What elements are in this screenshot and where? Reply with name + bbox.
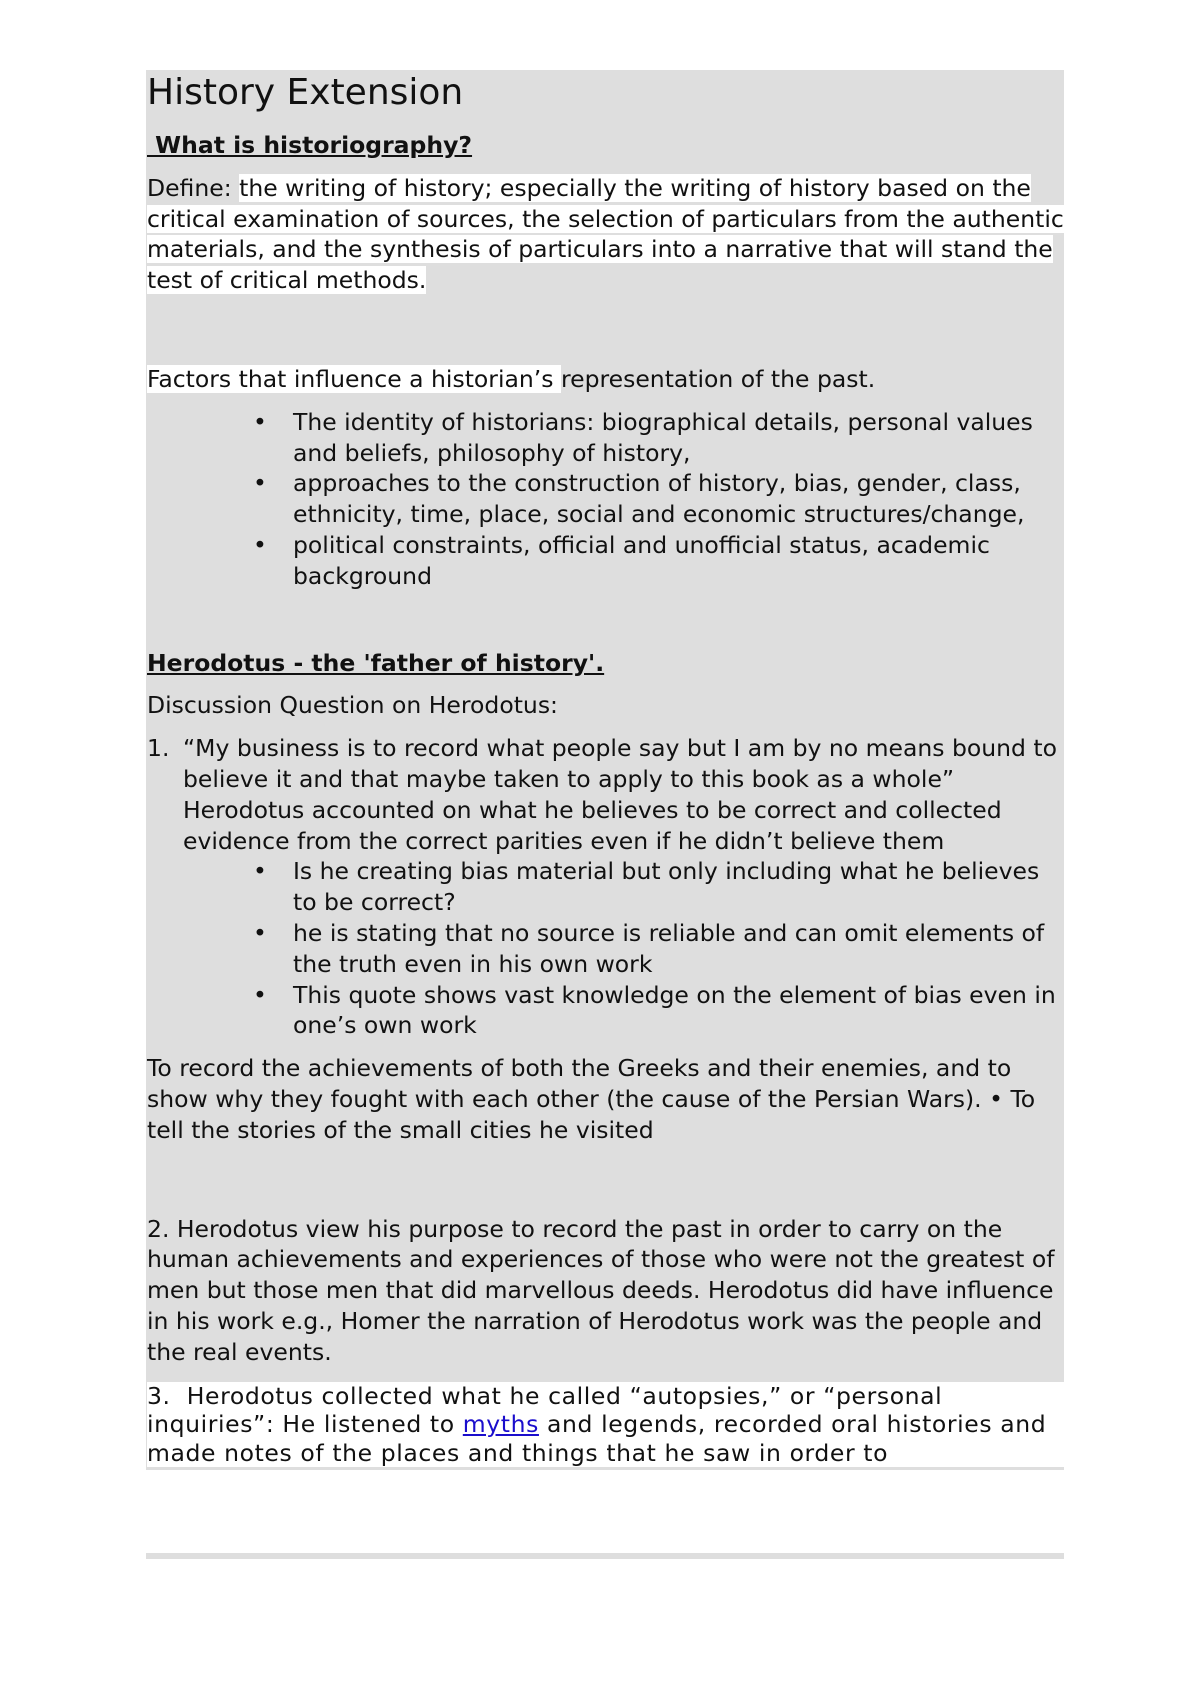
spacer (147, 308, 1067, 364)
shaded-background-strip (146, 1553, 1064, 1559)
definition-paragraph (147, 173, 1067, 296)
bullet-icon: • (253, 980, 267, 1009)
bullet-icon: • (253, 407, 267, 436)
list-item: • approaches to the construction of history, bias, gender, class, ethnicity, time, place, social and economic structures/change, (253, 469, 1025, 529)
list-item: • This quote shows vast knowledge on the element of bias even in one’s own work (253, 980, 1056, 1040)
question-bullets (183, 856, 1067, 1041)
list-item: • The identity of historians: biographical details, personal values and beliefs, philosophy of history, (253, 407, 1033, 467)
bullet-icon: • (253, 469, 267, 498)
historiography-heading: What is historiography? (147, 131, 473, 159)
list-item: • Is he creating bias material but only including what he believes to be correct? (253, 857, 1040, 917)
question-list (147, 733, 1067, 1041)
bullet-icon: • (253, 530, 267, 559)
spacer (147, 604, 1067, 648)
bullet-icon: • (253, 918, 267, 947)
factors-intro (147, 364, 1067, 395)
question-text: “My business is to record what people say but I am by no means bound to believe it and that maybe taken to apply to this book as a whole” Herodotus accounted on what he believes to be correct and collected evidence from the correct parities even if he didn’t believe them (183, 734, 1058, 855)
factors-intro-highlight: Factors that influence a historian’s (147, 364, 561, 393)
question-3-paragraph: 3. Herodotus collected what he called “autopsies,” or “personal inquiries”: He listened to myths and legends, recorded oral histories and made notes of the places and things that he saw in order to (147, 1382, 1067, 1468)
list-item: • political constraints, official and unofficial status, academic background (253, 530, 990, 590)
question-2-paragraph: 2. Herodotus view his purpose to record the past in order to carry on the human achievements and experiences of those who were not the greatest of men but those men that did marvellous deeds. Herodotus did have influence in his work e.g., Homer the narration of Herodotus work was the people and the real events. (147, 1214, 1055, 1366)
question-number: 1. (147, 734, 170, 763)
list-item: • he is stating that no source is reliable and can omit elements of the truth even in his own work (253, 918, 1045, 978)
factors-list (147, 407, 1067, 592)
document-title: History Extension (147, 72, 464, 113)
question-item (147, 733, 1067, 1041)
spacer (147, 1158, 1067, 1214)
factors-intro-rest: representation of the past. (560, 364, 876, 393)
discussion-label: Discussion Question on Herodotus: (147, 691, 558, 720)
herodotus-heading: Herodotus - the 'father of history'. (147, 648, 605, 677)
myths-link[interactable]: myths (462, 1410, 539, 1438)
document-content (147, 70, 1067, 1467)
purpose-paragraph: To record the achievements of both the Greeks and their enemies, and to show why they fought with each other (the cause of the Persian Wars). • To tell the stories of the small cities he visited (147, 1054, 1036, 1144)
definition-label: Define: (147, 173, 240, 202)
definition-text: the writing of history; especially the writing of history based on the critical examination of sources, the selection of particulars from the authentic materials, and the synthesis of particulars into a narrative that will stand the test of critical methods. (147, 173, 1064, 295)
bullet-icon: • (253, 857, 267, 886)
